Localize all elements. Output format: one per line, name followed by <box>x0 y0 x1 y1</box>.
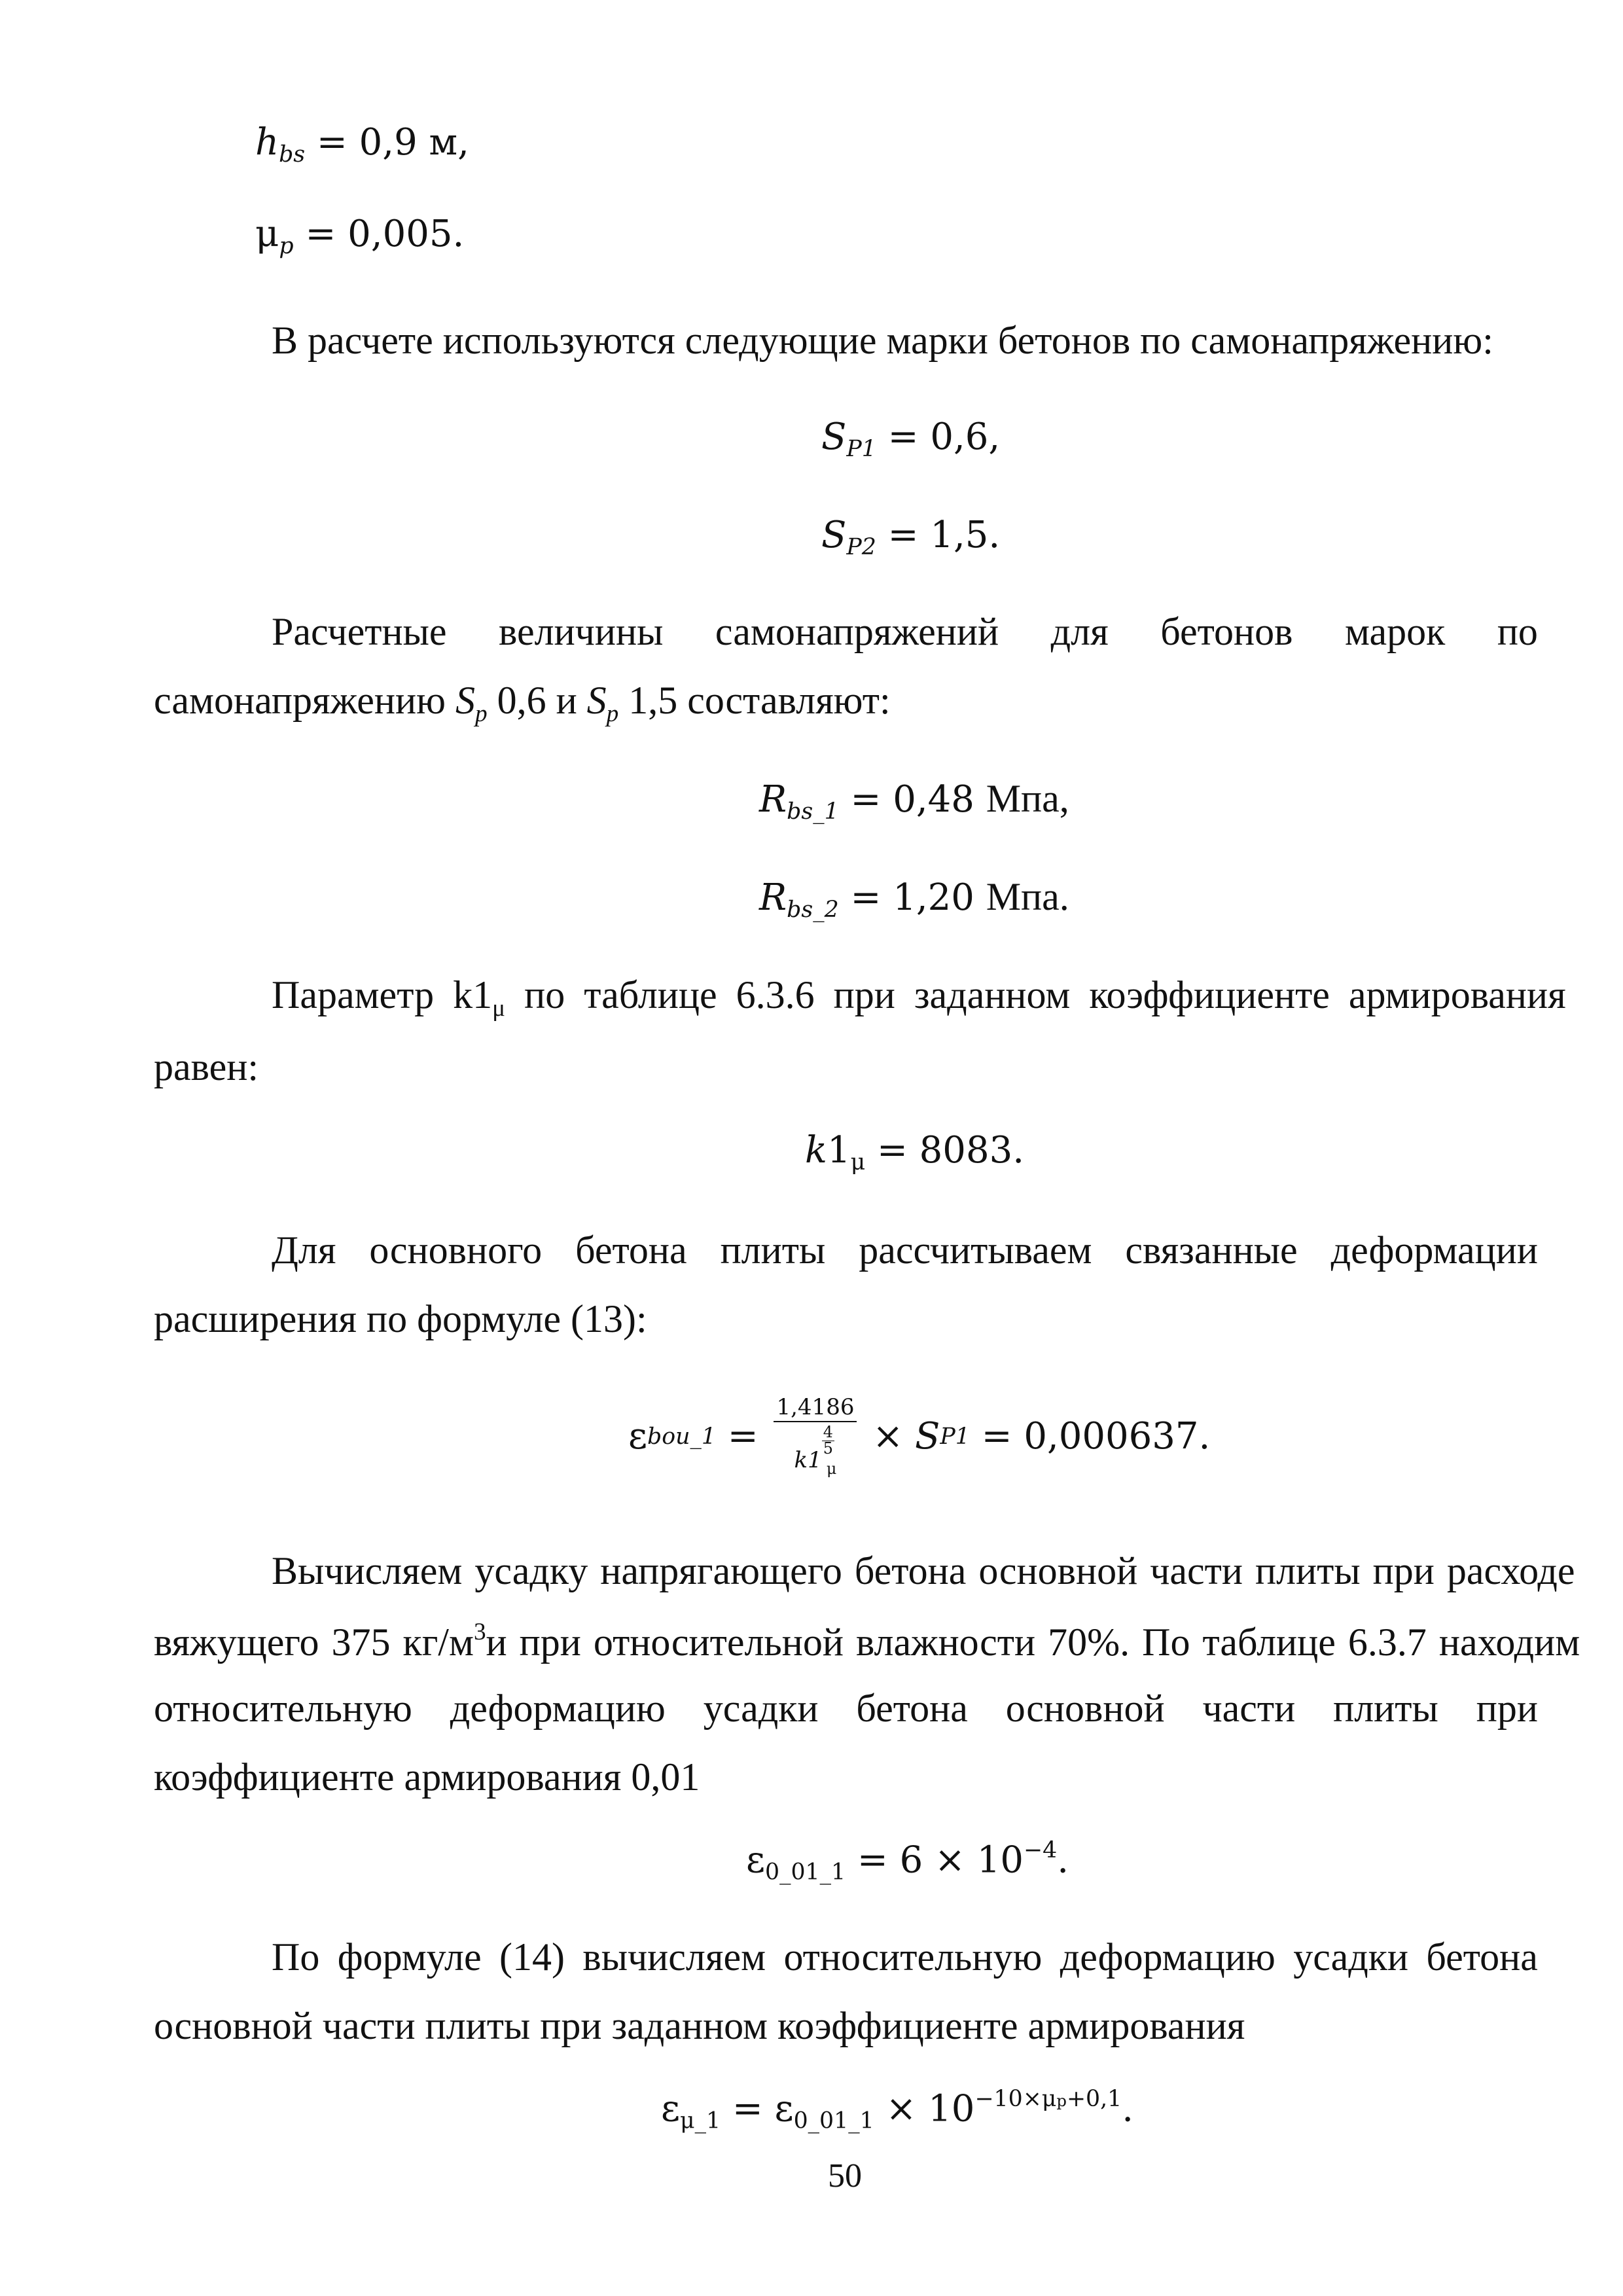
eq-sp2: $S_{P2} = 1,5$. <box>821 514 1001 561</box>
eq-mu-p: $\mu_p = 0,005$. <box>255 213 465 260</box>
eq-rbs2: $R_{bs\_2} = 1,20$ Мпа. <box>759 875 1069 924</box>
eq-hbs: $h_{bs} = 0,9$ м, <box>255 121 469 168</box>
paragraph-shrinkage-line2: вяжущего 375 $кг/м^3и$ при относительной влажности 70%. По таблице 6.3.7 находим <box>154 1619 1580 1664</box>
eq-eps-bou1: ε bou_1 = 1,4186 k1 $\frac{4}{5}$ $_\mu$ × S P1 = 0,000637. <box>628 1394 1211 1478</box>
eq-eps-0-01-1: $\varepsilon_{0\_01\_1} = 6 \times 10^{-4}$. <box>746 1837 1069 1886</box>
paragraph-expansion-line2: расширения по формуле (13): <box>154 1297 647 1340</box>
paragraph-formula14-line2: основной части плиты при заданном коэффициенте армирования <box>154 2004 1245 2047</box>
eq-k1mu: $k1_\mu = 8083$. <box>805 1129 1024 1176</box>
eq-rbs1: $R_{bs\_1} = 0,48$ Мпа, <box>759 777 1069 825</box>
paragraph-parameter-k1-line2: равен: <box>154 1045 259 1088</box>
eq-sp1: $S_{P1} = 0,6$, <box>821 416 1001 463</box>
paragraph-shrinkage-line1: Вычисляем усадку напрягающего бетона основной части плиты при расходе <box>272 1549 1575 1592</box>
eq-eps-mu1: $\varepsilon_{\mu\_1} = \varepsilon_{0\_01\_1} \times 10^{-10\times\mu p+0,1}$. <box>661 2086 1134 2134</box>
paragraph-design-values-line2: самонапряжению $S_p$ 0,6 и $S_p$ 1,5 составляют: <box>154 679 891 727</box>
paragraph-design-values-line1: Расчетные величины самонапряжений для бетонов марок по <box>272 610 1538 653</box>
page-number: 50 <box>828 2157 862 2195</box>
paragraph-concrete-grades: В расчете используются следующие марки бетонов по самонапряжению: <box>272 319 1493 362</box>
paragraph-shrinkage-line4: коэффициенте армирования 0,01 <box>154 1755 700 1799</box>
paragraph-expansion-line1: Для основного бетона плиты рассчитываем связанные деформации <box>272 1229 1538 1272</box>
paragraph-shrinkage-line3: относительную деформацию усадки бетона основной части плиты при <box>154 1687 1538 1730</box>
paragraph-parameter-k1: Параметр $k1_\mu$ по таблице 6.3.6 при заданном коэффициенте армирования <box>272 973 1566 1022</box>
paragraph-formula14-line1: По формуле (14) вычисляем относительную деформацию усадки бетона <box>272 1935 1538 1979</box>
fraction-1-4186-over-k1: 1,4186 k1 $\frac{4}{5}$ $_\mu$ <box>774 1396 857 1477</box>
